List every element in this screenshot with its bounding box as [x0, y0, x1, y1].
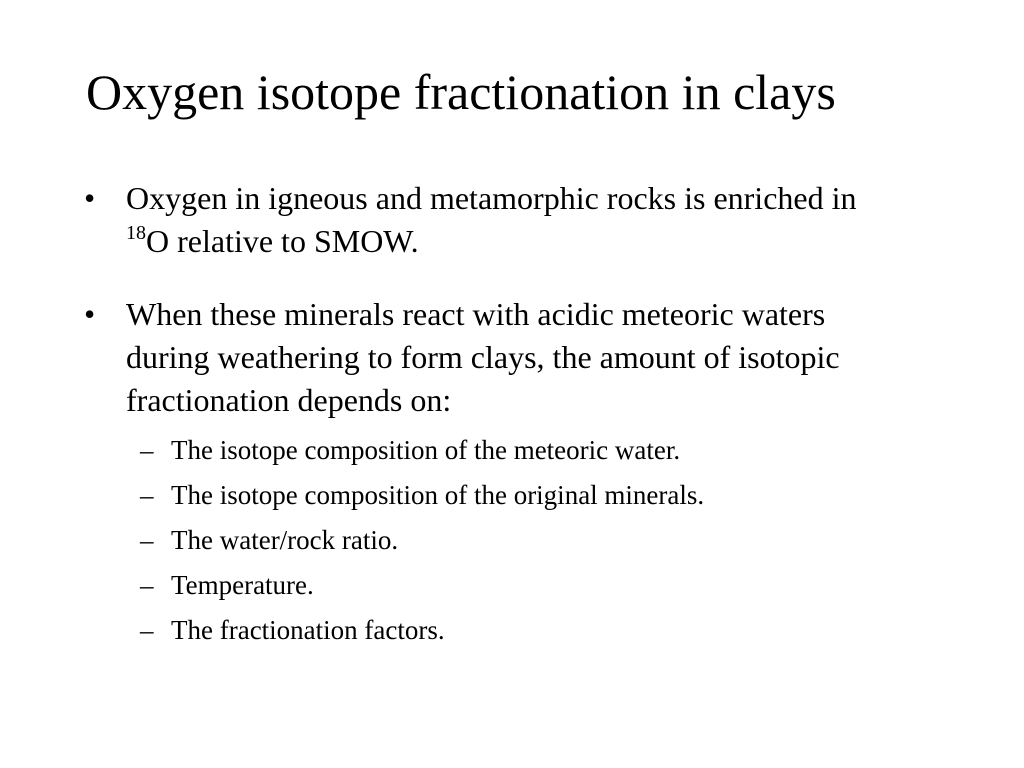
superscript-mass-number: 18 — [126, 222, 146, 244]
bullet-item — [84, 177, 904, 268]
bullet-text-part: O relative to SMOW. — [146, 223, 419, 259]
sub-bullet-dash: – — [140, 570, 154, 600]
sub-bullet-dash: – — [140, 480, 154, 510]
sub-bullet-item — [140, 433, 940, 467]
bullet-text — [126, 177, 904, 268]
bullet-text-part: Oxygen in igneous and metamorphic rocks is enriched in — [126, 180, 857, 216]
bullet-marker: • — [84, 296, 96, 332]
slide-title: Oxygen isotope fractionation in clays — [86, 64, 836, 120]
bullet-item — [84, 293, 904, 422]
sub-bullet-text: The isotope composition of the original minerals. — [171, 480, 705, 510]
sub-bullet-item — [140, 478, 940, 512]
sub-bullet-text: The isotope composition of the meteoric water. — [171, 435, 681, 465]
sub-bullet-text: Temperature. — [171, 570, 314, 600]
bullet-text: When these minerals react with acidic meteoric waters during weathering to form clays, the amount of isotopic fractionation depends on: — [126, 296, 840, 418]
sub-bullet-item — [140, 523, 940, 557]
sub-bullet-text: The fractionation factors. — [171, 615, 445, 645]
sub-bullet-item — [140, 568, 940, 602]
sub-bullet-text: The water/rock ratio. — [171, 525, 399, 555]
sub-bullet-dash: – — [140, 525, 154, 555]
bullet-marker: • — [84, 180, 96, 216]
sub-bullet-item — [140, 613, 940, 647]
sub-bullet-dash: – — [140, 615, 154, 645]
sub-bullet-dash: – — [140, 435, 154, 465]
